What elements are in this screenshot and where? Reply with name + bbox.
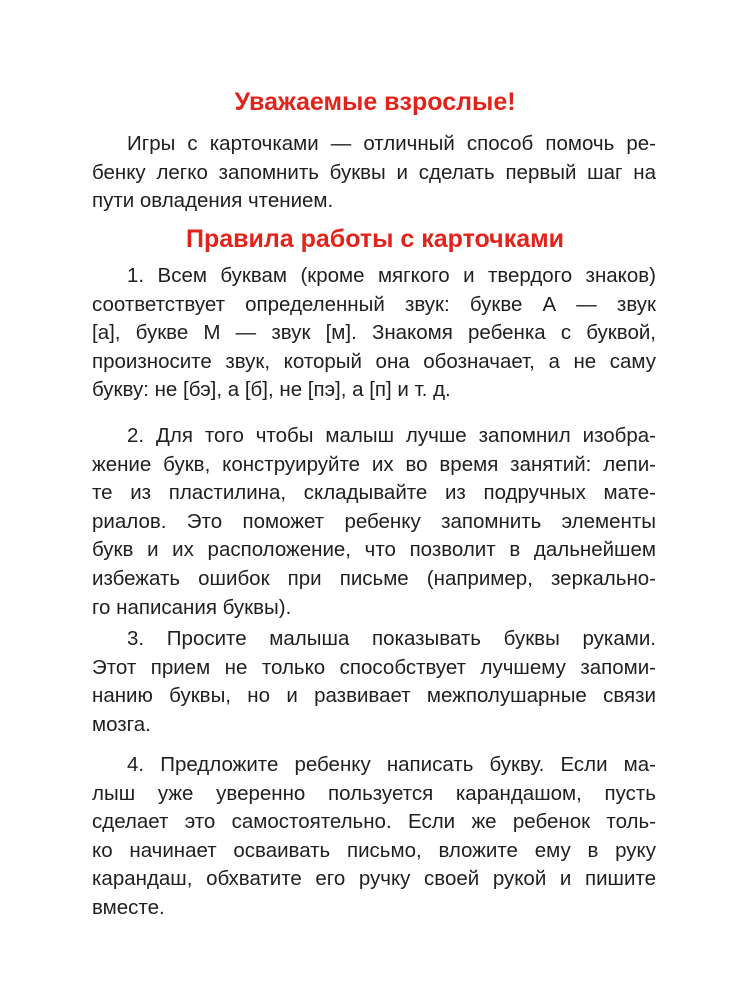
rule-line: [а], букве М — звук [м]. Знакомя ребенка с буквой, [92,321,656,345]
rule-line: вместе. [92,895,165,919]
rule-line: жение букв, конструируйте их во время занятий: лепи- [92,452,656,476]
rule-line: Этот прием не только способствует лучшему запоми- [92,655,656,679]
rule-line: те из пластилина, складывайте из подручных мате- [92,481,656,505]
rule-line: сделает это самостоятельно. Если же ребенок толь- [92,810,656,834]
rule-line: букв и их расположение, что позволит в дальнейшем [92,538,656,562]
rule-line: карандаш, обхватите его ручку своей рукой и пишите [92,867,656,891]
rule-line: 1. Всем буквам (кроме мягкого и твердого знаков) [127,264,656,287]
rule-line: произносите звук, который она обозначает, а не саму [92,349,656,373]
intro-line: пути овладения чтением. [92,189,334,213]
heading-dear-adults: Уважаемые взрослые! [234,88,516,116]
rule-line: мозга. [92,712,151,736]
rule-3-paragraph [92,625,656,739]
rule-line: 4. Предложите ребенку написать букву. Если ма- [127,753,656,776]
rule-1-paragraph [92,262,656,405]
intro-line: бенку легко запомнить буквы и сделать первый шаг на [92,160,656,184]
intro-paragraph [92,130,656,216]
rule-line: нанию буквы, но и развивает межполушарные связи [92,684,656,708]
rule-line: букву: не [бэ], а [б], не [пэ], а [п] и т. д. [92,378,451,402]
rule-line: го написания буквы). [92,595,292,619]
rule-4-paragraph [92,751,656,923]
rule-line: 2. Для того чтобы малыш лучше запомнил изобра- [127,424,656,447]
rule-line: 3. Просите малыша показывать буквы руками. [127,627,656,650]
rule-2-paragraph [92,422,656,622]
rule-line: ко начинает осваивать письмо, вложите ему в руку [92,838,656,862]
rule-line: риалов. Это поможет ребенку запомнить элементы [92,509,656,533]
rule-line: лыш уже уверенно пользуется карандашом, пусть [92,781,656,805]
rule-line: соответствует определенный звук: букве А — звук [92,292,656,316]
rule-line: избежать ошибок при письме (например, зеркально- [92,566,656,590]
heading-card-rules: Правила работы с карточками [186,225,564,253]
intro-line: Игры с карточками — отличный способ помочь ре- [127,132,656,155]
